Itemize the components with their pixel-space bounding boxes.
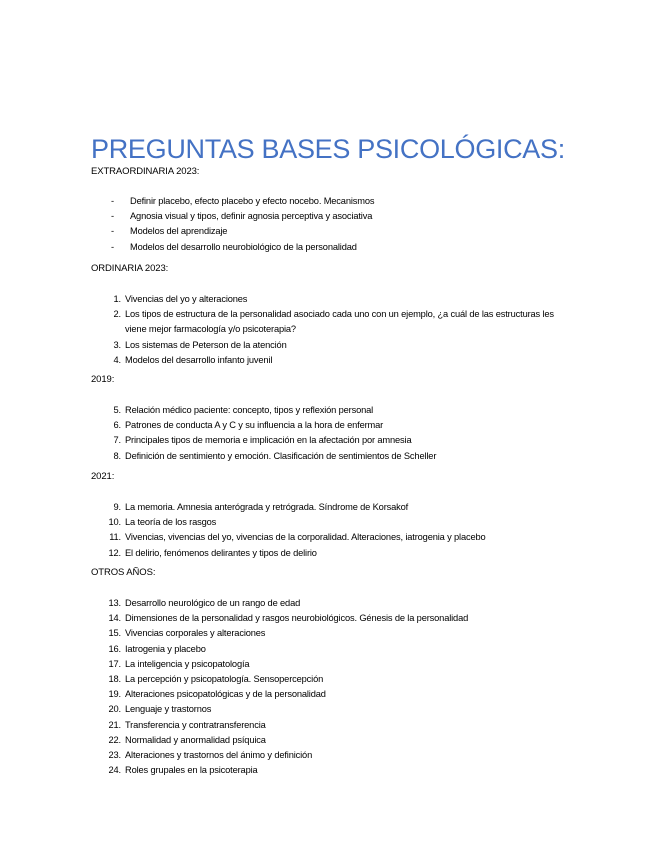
list-item-text: Principales tipos de memoria e implicación en la afectación por amnesia	[125, 435, 412, 446]
list-item	[91, 626, 561, 641]
list-item-text: Los tipos de estructura de la personalidad asociado cada uno con un ejemplo, ¿a cuál de las estructuras les viene mejor farmacología y/o psicoterapia?	[125, 309, 554, 335]
list-item-text: Vivencias corporales y alteraciones	[125, 628, 266, 639]
bullet-marker: -	[111, 226, 114, 237]
list-item-text: Transferencia y contratransferencia	[125, 719, 266, 730]
list-item-text: Vivencias del yo y alteraciones	[125, 294, 248, 304]
list-item	[91, 718, 561, 733]
item-number: 16.	[108, 643, 121, 654]
list-item-text: Alteraciones psicopatológicas y de la personalidad	[125, 689, 326, 700]
list-item-text: Alteraciones y trastornos del ánimo y definición	[125, 750, 313, 761]
list-item	[91, 240, 561, 255]
list-item-text: Iatrogenia y placebo	[125, 643, 206, 654]
list-item	[91, 194, 561, 209]
section-ordinaria-2023	[91, 263, 561, 368]
list-item-text: La teoría de los rasgos	[125, 517, 217, 528]
item-number: 18.	[108, 674, 121, 685]
section-2019	[91, 374, 561, 464]
list-item-text: Lenguaje y trastornos	[125, 704, 212, 715]
item-number: 23.	[108, 750, 121, 761]
list-item	[91, 353, 561, 368]
item-number: 13.	[108, 598, 121, 608]
list-item	[91, 292, 561, 307]
list-item	[91, 500, 561, 515]
list-item	[91, 687, 561, 702]
list-item	[91, 748, 561, 763]
item-number: 1.	[113, 294, 121, 304]
list-item	[91, 418, 561, 433]
list-item-text: Relación médico paciente: concepto, tipos y reflexión personal	[125, 405, 374, 415]
list-item	[91, 224, 561, 239]
list-item	[91, 657, 561, 672]
numbered-list	[91, 403, 561, 464]
page-title: PREGUNTAS BASES PSICOLÓGICAS:	[91, 134, 565, 165]
list-item-text: Roles grupales en la psicoterapia	[125, 765, 258, 776]
item-number: 10.	[108, 517, 121, 528]
list-item	[91, 763, 561, 778]
item-number: 17.	[108, 658, 121, 669]
numbered-list	[91, 500, 561, 561]
list-item-text: Desarrollo neurológico de un rango de edad	[125, 598, 301, 608]
item-number: 14.	[108, 613, 121, 624]
bullet-list	[91, 194, 561, 255]
item-number: 9.	[113, 502, 121, 512]
section-heading: 2019:	[91, 374, 115, 385]
item-number: 5.	[113, 405, 121, 415]
bullet-marker: -	[111, 241, 114, 252]
list-item	[91, 209, 561, 224]
list-item-text: Vivencias, vivencias del yo, vivencias de la corporalidad. Alteraciones, iatrogenia y placebo	[125, 532, 486, 543]
list-item-text: Normalidad y anormalidad psíquica	[125, 734, 266, 745]
list-item	[91, 611, 561, 626]
section-heading: OTROS AÑOS:	[91, 567, 156, 578]
list-item	[91, 596, 561, 611]
list-item-text: El delirio, fenómenos delirantes y tipos de delirio	[125, 547, 317, 558]
list-item-text: Patrones de conducta A y C y su influencia a la hora de enfermar	[125, 420, 384, 431]
section-extraordinaria-2023	[91, 166, 561, 255]
list-item-text: La inteligencia y psicopatología	[125, 658, 250, 669]
item-number: 7.	[113, 435, 121, 446]
list-item-text: Modelos del aprendizaje	[130, 226, 228, 237]
list-item	[91, 449, 561, 464]
list-item-text: La memoria. Amnesia anterógrada y retrógrada. Síndrome de Korsakof	[125, 502, 409, 512]
item-number: 19.	[108, 689, 121, 700]
bullet-marker: -	[111, 196, 114, 206]
item-number: 6.	[113, 420, 121, 431]
list-item-text: La percepción y psicopatología. Sensopercepción	[125, 674, 324, 685]
list-item	[91, 307, 561, 337]
item-number: 3.	[113, 339, 121, 350]
item-number: 2.	[113, 309, 121, 320]
item-number: 12.	[108, 547, 121, 558]
list-item	[91, 515, 561, 530]
list-item-text: Modelos del desarrollo infanto juvenil	[125, 354, 273, 365]
list-item-text: Agnosia visual y tipos, definir agnosia perceptiva y asociativa	[130, 211, 373, 222]
list-item-text: Definición de sentimiento y emoción. Clasificación de sentimientos de Scheller	[125, 450, 437, 461]
item-number: 15.	[108, 628, 121, 639]
list-item-text: Modelos del desarrollo neurobiológico de la personalidad	[130, 241, 357, 252]
list-item	[91, 530, 561, 545]
section-heading: ORDINARIA 2023:	[91, 263, 169, 274]
section-heading: 2021:	[91, 471, 115, 482]
item-number: 21.	[108, 719, 121, 730]
numbered-list	[91, 596, 561, 778]
section-otros-anos	[91, 567, 561, 778]
list-item	[91, 702, 561, 717]
bullet-marker: -	[111, 211, 114, 222]
item-number: 11.	[109, 532, 121, 543]
list-item-text: Definir placebo, efecto placebo y efecto nocebo. Mecanismos	[130, 196, 375, 206]
list-item	[91, 546, 561, 561]
list-item	[91, 433, 561, 448]
section-2021	[91, 471, 561, 561]
item-number: 8.	[113, 450, 121, 461]
item-number: 24.	[108, 765, 121, 776]
item-number: 22.	[108, 734, 121, 745]
list-item	[91, 338, 561, 353]
section-heading: EXTRAORDINARIA 2023:	[91, 166, 200, 177]
list-item	[91, 672, 561, 687]
list-item-text: Los sistemas de Peterson de la atención	[125, 339, 287, 350]
list-item	[91, 403, 561, 418]
item-number: 20.	[108, 704, 121, 715]
list-item	[91, 733, 561, 748]
numbered-list	[91, 292, 561, 368]
item-number: 4.	[113, 354, 121, 365]
list-item	[91, 642, 561, 657]
list-item-text: Dimensiones de la personalidad y rasgos neurobiológicos. Génesis de la personalidad	[125, 613, 469, 624]
